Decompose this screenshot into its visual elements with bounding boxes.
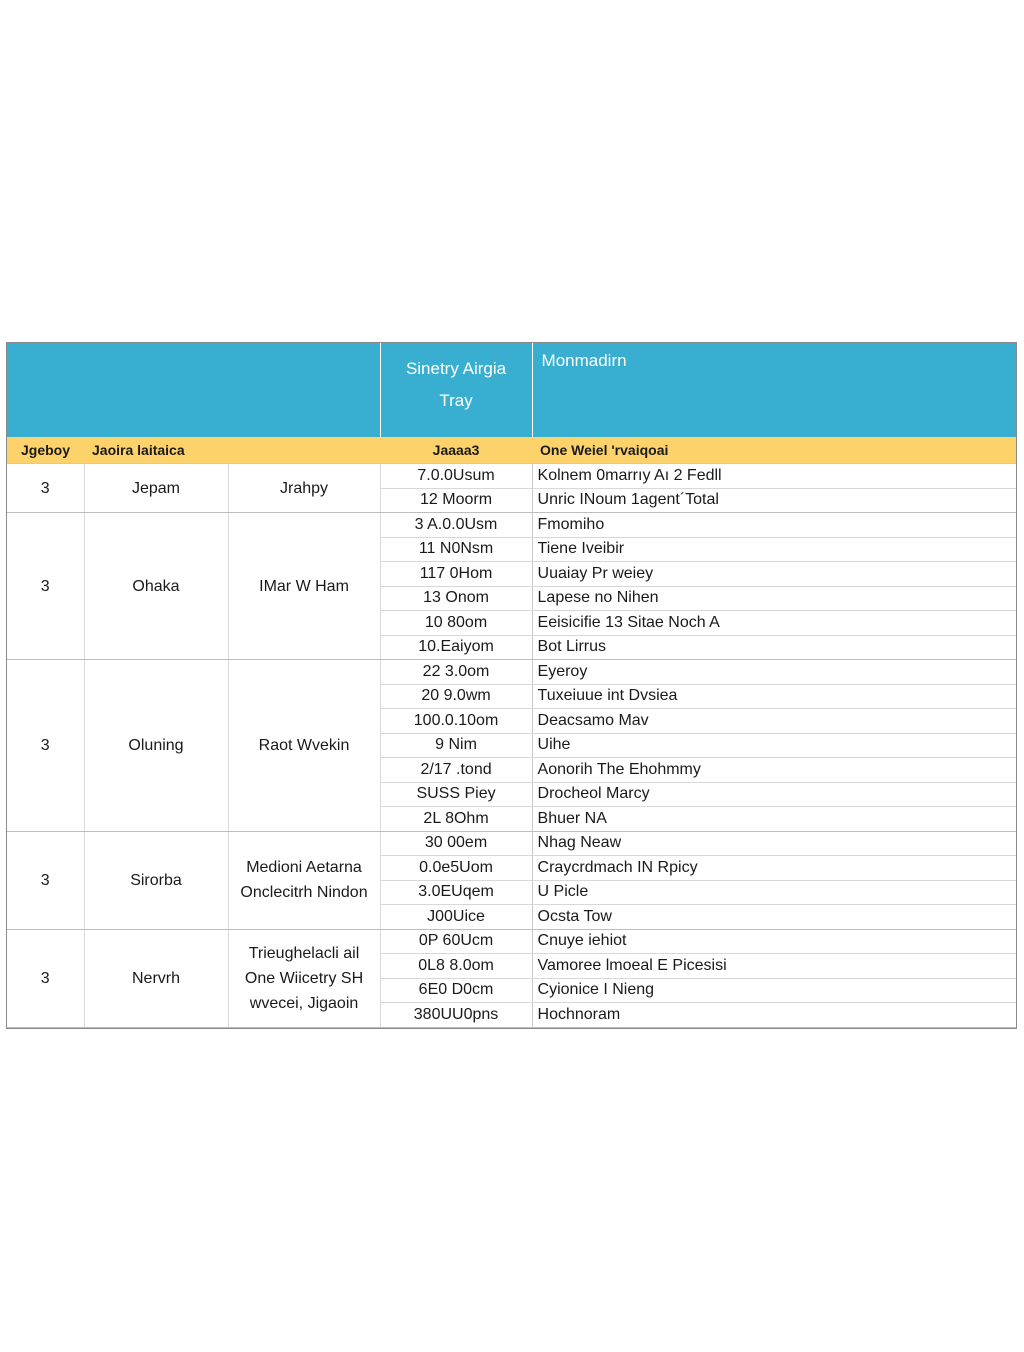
table-row [7, 660, 1016, 685]
banner-right-title: Monmadirn [532, 343, 1016, 437]
group-number-cell: 3 [7, 831, 84, 929]
table-body [7, 464, 1016, 1028]
subheader-col1: Jgeboy [7, 437, 84, 464]
row-info-cell: Cyionice I Nieng [532, 978, 1016, 1003]
row-info-cell: Eyeroy [532, 660, 1016, 685]
group-city-cell: Sirorba [84, 831, 228, 929]
row-time-cell: 22 3.0om [380, 660, 532, 685]
row-info-cell: Ocsta Tow [532, 905, 1016, 930]
row-time-cell: 100.0.10om [380, 709, 532, 734]
row-time-cell: 2/17 .tond [380, 758, 532, 783]
table-row [7, 831, 1016, 856]
row-info-cell: Bot Lirrus [532, 635, 1016, 660]
schedule-table-container [6, 342, 1017, 1029]
banner-middle-line1: Sinetry Airgia [405, 359, 507, 378]
group-number-cell: 3 [7, 513, 84, 660]
row-info-cell: Tuxeiuue int Dvsiea [532, 684, 1016, 709]
row-info-cell: Kolnem 0marrıy Aı 2 Fedll [532, 464, 1016, 489]
row-info-cell: Tiene Iveibir [532, 537, 1016, 562]
schedule-table [7, 343, 1016, 1028]
table-row [7, 464, 1016, 489]
row-info-cell: Eeisicifie 13 Sitae Noch A [532, 611, 1016, 636]
table-banner-row [7, 343, 1016, 437]
row-time-cell: 380UU0pns [380, 1003, 532, 1028]
row-info-cell: U Picle [532, 880, 1016, 905]
row-info-cell: Nhag Neaw [532, 831, 1016, 856]
row-time-cell: 30 00em [380, 831, 532, 856]
group-city-cell: Jepam [84, 464, 228, 513]
row-time-cell: 11 N0Nsm [380, 537, 532, 562]
group-number-cell: 3 [7, 929, 84, 1027]
group-number-cell: 3 [7, 660, 84, 832]
row-info-cell: Vamoree lmoeal E Picesisi [532, 954, 1016, 979]
row-time-cell: 2L 8Ohm [380, 807, 532, 832]
banner-middle-line2: Tray [439, 391, 473, 410]
group-city-cell: Oluning [84, 660, 228, 832]
table-row [7, 929, 1016, 954]
row-time-cell: 3.0EUqem [380, 880, 532, 905]
row-time-cell: SUSS Piey [380, 782, 532, 807]
subheader-col5: One Weiel 'rvaiqoai [532, 437, 1016, 464]
row-info-cell: Deacsamo Mav [532, 709, 1016, 734]
row-info-cell: Lapese no Nihen [532, 586, 1016, 611]
row-time-cell: J00Uice [380, 905, 532, 930]
row-info-cell: Uihe [532, 733, 1016, 758]
row-time-cell: 10 80om [380, 611, 532, 636]
row-time-cell: 6E0 D0cm [380, 978, 532, 1003]
banner-middle-cell [380, 343, 532, 437]
table-row [7, 513, 1016, 538]
row-info-cell: Drocheol Marcy [532, 782, 1016, 807]
row-info-cell: Bhuer NA [532, 807, 1016, 832]
row-time-cell: 0L8 8.0om [380, 954, 532, 979]
row-time-cell: 0.0e5Uom [380, 856, 532, 881]
table-subheader-row [7, 437, 1016, 464]
group-number-cell: 3 [7, 464, 84, 513]
row-time-cell: 10.Eaiyom [380, 635, 532, 660]
row-time-cell: 13 Onom [380, 586, 532, 611]
row-time-cell: 12 Moorm [380, 488, 532, 513]
row-info-cell: Fmomiho [532, 513, 1016, 538]
banner-blank-cell [7, 343, 380, 437]
row-time-cell: 117 0Hom [380, 562, 532, 587]
row-time-cell: 20 9.0wm [380, 684, 532, 709]
row-time-cell: 7.0.0Usum [380, 464, 532, 489]
row-info-cell: Aonorih The Ehohmmy [532, 758, 1016, 783]
row-time-cell: 3 A.0.0Usm [380, 513, 532, 538]
row-info-cell: Craycrdmach IN Rpicy [532, 856, 1016, 881]
row-time-cell: 9 Nim [380, 733, 532, 758]
group-note-cell: Raot Wvekin [228, 660, 380, 832]
subheader-col2: Jaoira laitaica [84, 437, 380, 464]
row-info-cell: Unric INoum 1agent´Total [532, 488, 1016, 513]
row-info-cell: Uuaiay Pr weiey [532, 562, 1016, 587]
group-city-cell: Nervrh [84, 929, 228, 1027]
row-info-cell: Cnuye iehiot [532, 929, 1016, 954]
row-info-cell: Hochnoram [532, 1003, 1016, 1028]
subheader-col4: Jaaaa3 [380, 437, 532, 464]
group-city-cell: Ohaka [84, 513, 228, 660]
row-time-cell: 0P 60Ucm [380, 929, 532, 954]
group-note-cell: Trieughelacli ail One Wiicetry SH wvecei, Jigaoin [228, 929, 380, 1027]
group-note-cell: IMar W Ham [228, 513, 380, 660]
group-note-cell: Jrahpy [228, 464, 380, 513]
group-note-cell: Medioni Aetarna Onclecitrh Nindon [228, 831, 380, 929]
